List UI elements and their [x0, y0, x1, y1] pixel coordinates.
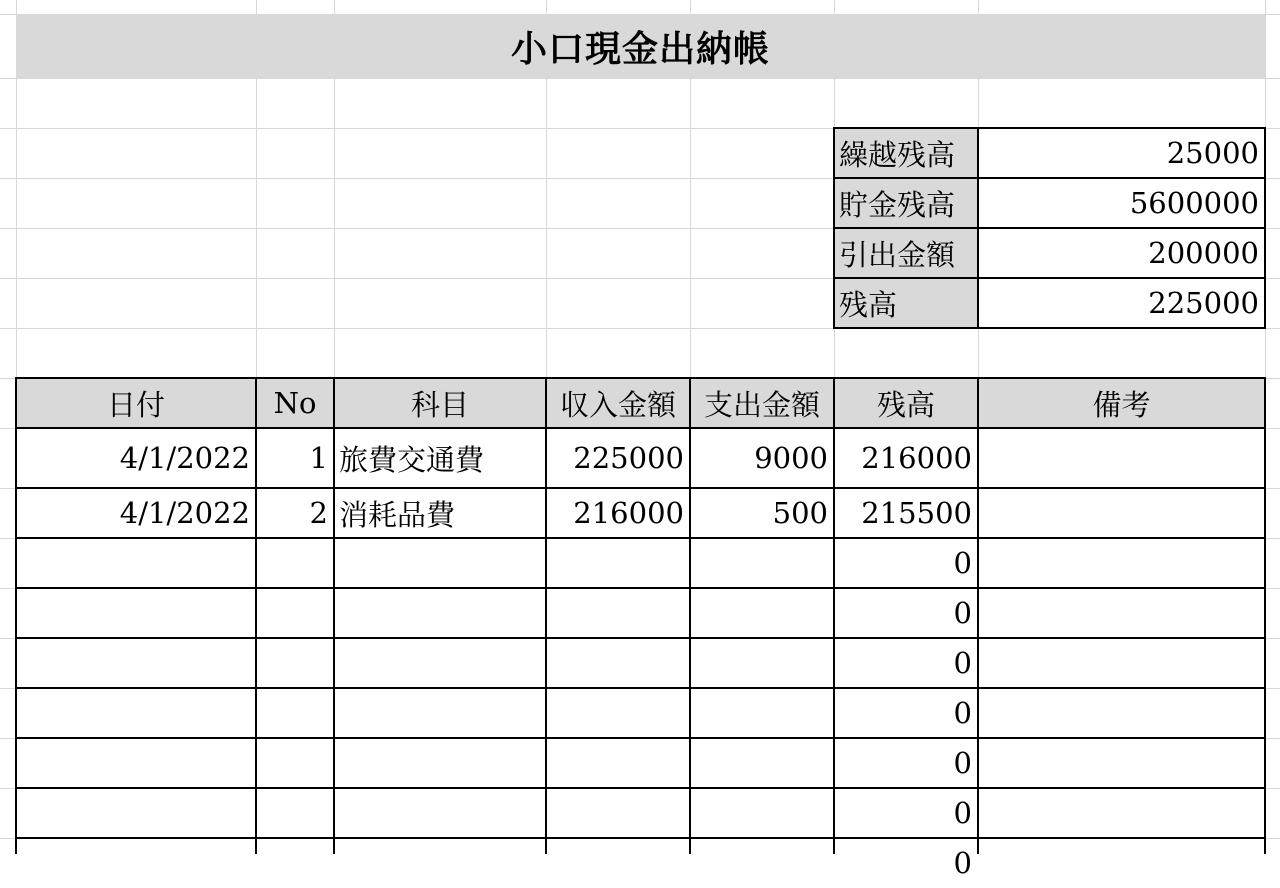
column-header-note[interactable]: 備考 [978, 378, 1265, 428]
summary-border [833, 177, 1266, 179]
ledger-cell-income[interactable] [546, 638, 690, 688]
ledger-cell-balance[interactable]: 216000 [861, 441, 972, 475]
ledger-cell-note[interactable] [978, 838, 1265, 888]
ledger-column-border [977, 377, 979, 854]
ledger-cell-note[interactable] [978, 588, 1265, 638]
ledger-cell-date[interactable] [16, 688, 256, 738]
ledger-cell-expense[interactable] [690, 638, 834, 688]
ledger-cell-income[interactable]: 225000 [573, 441, 684, 475]
ledger-cell-expense[interactable] [690, 538, 834, 588]
ledger-cell-subject[interactable]: 消耗品費 [339, 497, 456, 532]
summary-border [833, 227, 1266, 229]
summary-label[interactable]: 引出金額 [834, 228, 978, 278]
ledger-cell-note[interactable] [978, 488, 1265, 538]
ledger-cell-balance[interactable]: 0 [953, 596, 972, 630]
summary-border [833, 327, 1266, 329]
ledger-cell-no[interactable] [256, 588, 334, 638]
ledger-cell-expense[interactable]: 9000 [754, 441, 828, 475]
ledger-column-border [15, 377, 17, 854]
ledger-cell-note[interactable] [978, 638, 1265, 688]
ledger-cell-no[interactable]: 1 [309, 441, 328, 475]
ledger-cell-date[interactable] [16, 788, 256, 838]
ledger-row-border [15, 587, 1266, 589]
ledger-cell-subject[interactable] [334, 838, 546, 888]
ledger-cell-balance[interactable]: 0 [953, 546, 972, 580]
ledger-cell-income[interactable] [546, 838, 690, 888]
ledger-cell-note[interactable] [978, 738, 1265, 788]
ledger-cell-no[interactable] [256, 838, 334, 888]
ledger-cell-income[interactable] [546, 738, 690, 788]
ledger-cell-balance[interactable]: 0 [953, 646, 972, 680]
summary-border [833, 127, 835, 329]
summary-value[interactable]: 200000 [1148, 236, 1259, 270]
ledger-cell-date[interactable] [16, 738, 256, 788]
ledger-cell-subject[interactable] [334, 638, 546, 688]
ledger-cell-income[interactable]: 216000 [573, 496, 684, 530]
ledger-cell-income[interactable] [546, 688, 690, 738]
summary-border [977, 127, 979, 329]
summary-value[interactable]: 25000 [1166, 136, 1259, 170]
column-header-income[interactable]: 収入金額 [546, 378, 690, 428]
ledger-cell-note[interactable] [978, 688, 1265, 738]
ledger-cell-date[interactable] [16, 638, 256, 688]
ledger-row-border [15, 737, 1266, 739]
ledger-cell-no[interactable] [256, 738, 334, 788]
ledger-row-border [15, 487, 1266, 489]
ledger-cell-date[interactable] [16, 538, 256, 588]
column-header-subject[interactable]: 科目 [334, 378, 546, 428]
ledger-cell-no[interactable] [256, 788, 334, 838]
ledger-cell-expense[interactable] [690, 588, 834, 638]
ledger-cell-balance[interactable]: 0 [953, 696, 972, 730]
column-header-date[interactable]: 日付 [16, 378, 256, 428]
ledger-cell-date[interactable] [16, 588, 256, 638]
ledger-column-border [833, 377, 835, 854]
ledger-cell-expense[interactable] [690, 788, 834, 838]
ledger-cell-date[interactable] [16, 838, 256, 888]
ledger-cell-subject[interactable] [334, 738, 546, 788]
ledger-row-border [15, 787, 1266, 789]
ledger-column-border [1264, 377, 1266, 854]
column-header-no[interactable]: No [256, 378, 334, 428]
summary-value[interactable]: 5600000 [1129, 186, 1259, 220]
summary-label[interactable]: 貯金残高 [834, 178, 978, 228]
ledger-column-border [333, 377, 335, 854]
ledger-cell-subject[interactable] [334, 688, 546, 738]
ledger-cell-note[interactable] [978, 788, 1265, 838]
ledger-cell-subject[interactable]: 旅費交通費 [339, 442, 485, 477]
ledger-cell-income[interactable] [546, 538, 690, 588]
ledger-cell-balance[interactable]: 215500 [861, 496, 972, 530]
summary-border [1264, 127, 1266, 329]
ledger-cell-income[interactable] [546, 588, 690, 638]
ledger-cell-expense[interactable] [690, 688, 834, 738]
ledger-row-border [15, 537, 1266, 539]
ledger-cell-subject[interactable] [334, 588, 546, 638]
ledger-cell-income[interactable] [546, 788, 690, 838]
sheet-title[interactable]: 小口現金出納帳 [16, 14, 1265, 78]
ledger-cell-no[interactable]: 2 [309, 496, 328, 530]
ledger-row-border [15, 377, 1266, 379]
ledger-cell-subject[interactable] [334, 788, 546, 838]
summary-border [833, 127, 1266, 129]
ledger-column-border [545, 377, 547, 854]
ledger-cell-balance[interactable]: 0 [953, 846, 972, 880]
ledger-cell-balance[interactable]: 0 [953, 746, 972, 780]
ledger-cell-expense[interactable]: 500 [772, 496, 828, 530]
ledger-column-border [689, 377, 691, 854]
ledger-cell-expense[interactable] [690, 738, 834, 788]
summary-label[interactable]: 繰越残高 [834, 128, 978, 178]
ledger-row-border [15, 687, 1266, 689]
gridline-horizontal [0, 78, 1280, 79]
ledger-cell-date[interactable]: 4/1/2022 [119, 441, 250, 475]
ledger-cell-balance[interactable]: 0 [953, 796, 972, 830]
summary-label[interactable]: 残高 [834, 278, 978, 328]
column-header-balance[interactable]: 残高 [834, 378, 978, 428]
ledger-cell-note[interactable] [978, 538, 1265, 588]
summary-value[interactable]: 225000 [1148, 286, 1259, 320]
ledger-row-border [15, 427, 1266, 429]
column-header-expense[interactable]: 支出金額 [690, 378, 834, 428]
ledger-cell-date[interactable]: 4/1/2022 [119, 496, 250, 530]
ledger-cell-no[interactable] [256, 688, 334, 738]
ledger-cell-no[interactable] [256, 538, 334, 588]
ledger-row-border [15, 837, 1266, 839]
ledger-cell-no[interactable] [256, 638, 334, 688]
ledger-cell-note[interactable] [978, 428, 1265, 488]
ledger-cell-subject[interactable] [334, 538, 546, 588]
ledger-row-border [15, 637, 1266, 639]
ledger-column-border [255, 377, 257, 854]
summary-border [833, 277, 1266, 279]
ledger-cell-expense[interactable] [690, 838, 834, 888]
